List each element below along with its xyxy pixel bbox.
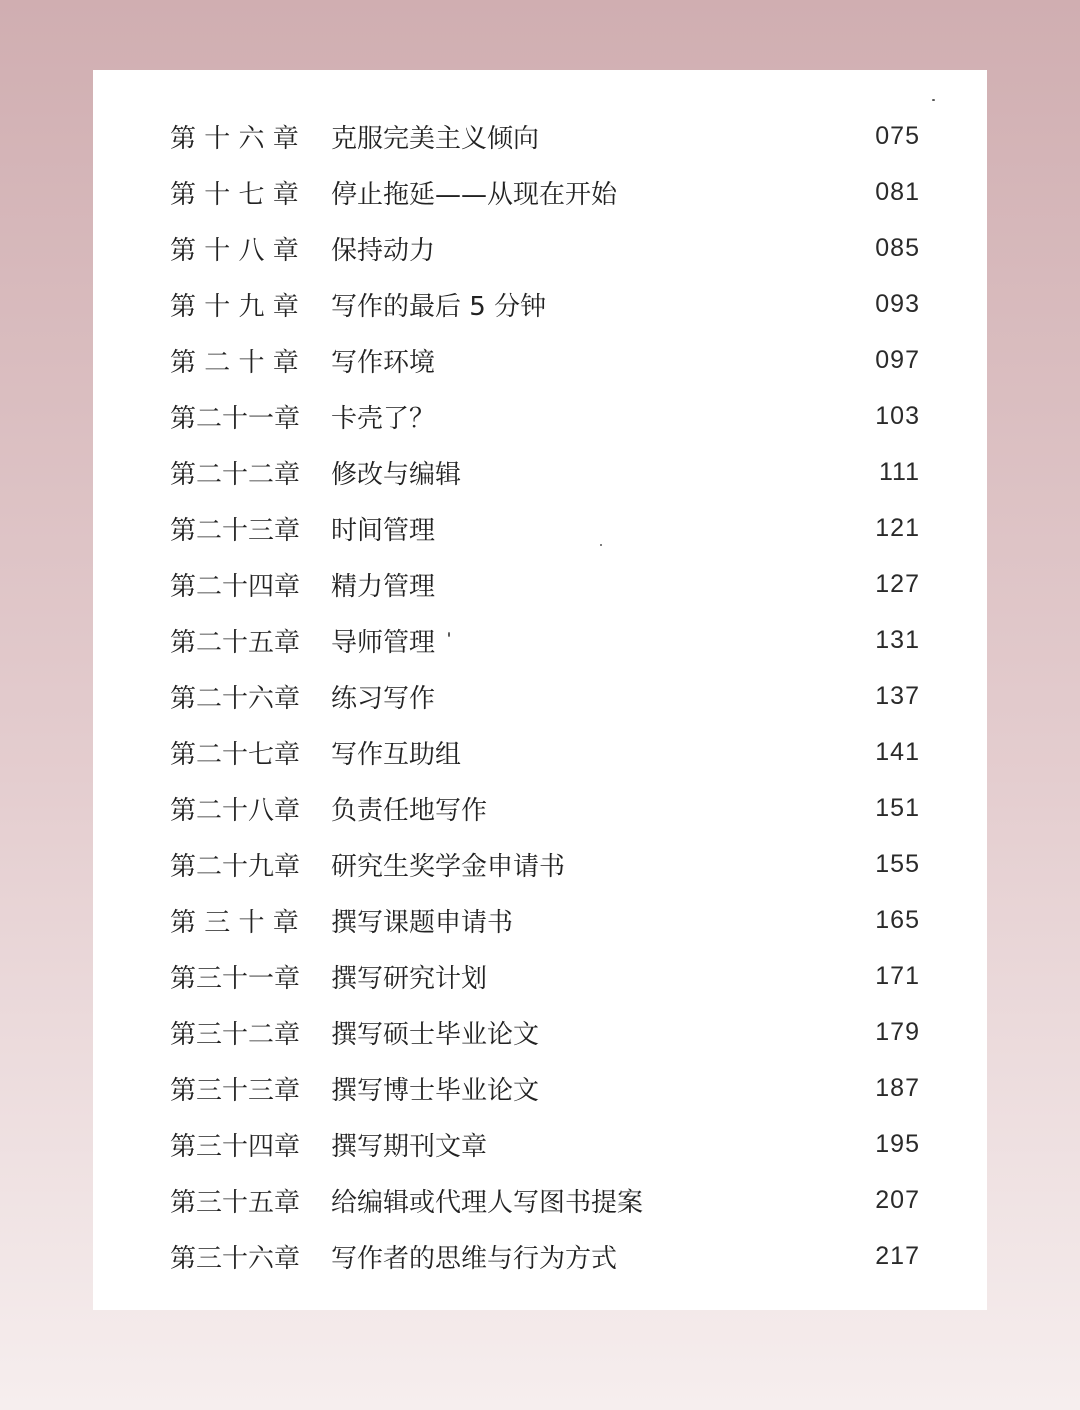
page-number: 131	[875, 625, 920, 654]
chapter-number: 第 十 七 章	[170, 179, 299, 210]
chapter-number: 第三十六章	[170, 1243, 301, 1274]
chapter-title: 写作环境	[331, 347, 436, 378]
chapter-number: 第 十 九 章	[170, 291, 299, 322]
page-number: 171	[875, 961, 920, 990]
chapter-number: 第 十 六 章	[170, 123, 299, 154]
toc-entry	[170, 276, 920, 332]
chapter-number: 第二十二章	[170, 459, 301, 490]
chapter-title: 修改与编辑	[331, 459, 462, 490]
page-number: 151	[875, 793, 920, 822]
chapter-title: 卡壳了？	[331, 403, 436, 434]
toc-entry	[170, 556, 920, 612]
chapter-title: 克服完美主义倾向	[331, 123, 540, 154]
toc-entry	[170, 388, 920, 444]
toc-entry	[170, 1228, 920, 1284]
chapter-title: 时间管理	[331, 515, 436, 546]
toc-entry	[170, 780, 920, 836]
toc-entry	[170, 1116, 920, 1172]
page-number: 141	[875, 737, 920, 766]
toc-entry	[170, 668, 920, 724]
page-number: 127	[875, 569, 920, 598]
toc-entry	[170, 892, 920, 948]
chapter-title: 写作的最后 5 分钟	[331, 291, 547, 322]
chapter-number: 第二十九章	[170, 851, 301, 882]
toc-entry	[170, 500, 920, 556]
toc-entry	[170, 836, 920, 892]
chapter-number: 第二十七章	[170, 739, 301, 770]
page-number: 103	[875, 401, 920, 430]
page-number: 093	[875, 289, 920, 318]
chapter-number: 第二十五章	[170, 627, 301, 658]
chapter-title: 精力管理	[331, 571, 436, 602]
page-number: 097	[875, 345, 920, 374]
chapter-title: 练习写作	[331, 683, 436, 714]
scan-speck	[448, 632, 450, 637]
chapter-number: 第 二 十 章	[170, 347, 299, 378]
chapter-title: 写作者的思维与行为方式	[331, 1243, 618, 1274]
page-number: 155	[875, 849, 920, 878]
chapter-title: 撰写研究计划	[331, 963, 488, 994]
chapter-number: 第二十一章	[170, 403, 301, 434]
toc-entry	[170, 724, 920, 780]
chapter-number: 第三十五章	[170, 1187, 301, 1218]
chapter-number: 第二十四章	[170, 571, 301, 602]
chapter-title: 研究生奖学金申请书	[331, 851, 566, 882]
page-number: 085	[875, 233, 920, 262]
chapter-title: 负责任地写作	[331, 795, 488, 826]
page-number: 075	[875, 121, 920, 150]
toc-entry	[170, 612, 920, 668]
chapter-number: 第三十四章	[170, 1131, 301, 1162]
chapter-title: 导师管理	[331, 627, 436, 658]
page-number: 217	[875, 1241, 920, 1270]
toc-entry	[170, 108, 920, 164]
chapter-title: 撰写博士毕业论文	[331, 1075, 540, 1106]
chapter-number: 第二十六章	[170, 683, 301, 714]
chapter-title: 写作互助组	[331, 739, 462, 770]
scan-speck	[932, 99, 935, 101]
chapter-number: 第 十 八 章	[170, 235, 299, 266]
page-number: 207	[875, 1185, 920, 1214]
scan-speck	[600, 544, 602, 546]
chapter-number: 第二十八章	[170, 795, 301, 826]
toc-entry	[170, 1172, 920, 1228]
table-of-contents	[170, 108, 920, 1284]
page-number: 179	[875, 1017, 920, 1046]
toc-entry	[170, 164, 920, 220]
chapter-title: 撰写期刊文章	[331, 1131, 488, 1162]
chapter-title: 停止拖延——从现在开始	[331, 179, 618, 210]
toc-entry	[170, 1060, 920, 1116]
page-number: 165	[875, 905, 920, 934]
chapter-title: 保持动力	[331, 235, 436, 266]
chapter-number: 第 三 十 章	[170, 907, 299, 938]
page-number: 187	[875, 1073, 920, 1102]
toc-entry	[170, 444, 920, 500]
toc-entry	[170, 948, 920, 1004]
chapter-number: 第三十二章	[170, 1019, 301, 1050]
chapter-number: 第三十一章	[170, 963, 301, 994]
page-number: 121	[875, 513, 920, 542]
page-number: 081	[875, 177, 920, 206]
page-number: 111	[878, 457, 920, 486]
toc-entry	[170, 220, 920, 276]
chapter-title: 撰写硕士毕业论文	[331, 1019, 540, 1050]
toc-entry	[170, 332, 920, 388]
page-number: 195	[875, 1129, 920, 1158]
chapter-number: 第二十三章	[170, 515, 301, 546]
chapter-title: 给编辑或代理人写图书提案	[331, 1187, 644, 1218]
page-number: 137	[875, 681, 920, 710]
chapter-number: 第三十三章	[170, 1075, 301, 1106]
chapter-title: 撰写课题申请书	[331, 907, 514, 938]
toc-entry	[170, 1004, 920, 1060]
